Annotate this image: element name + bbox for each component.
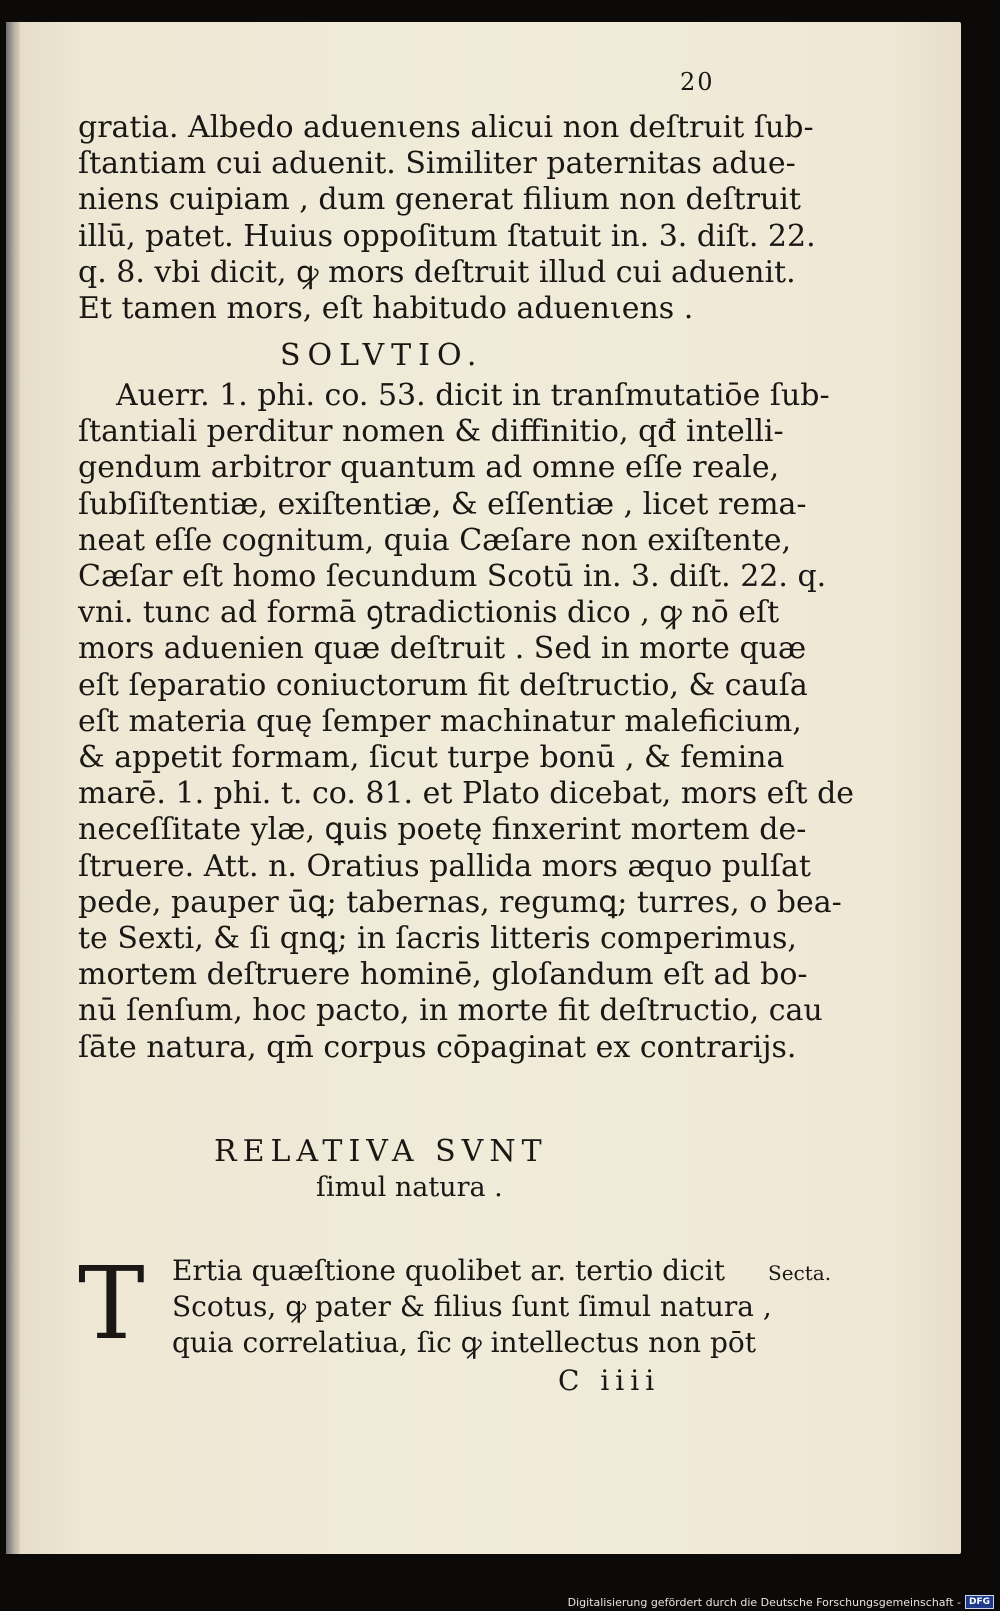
section-heading-solutio: SOLVTIO.: [280, 338, 484, 373]
footer-text: Digitalisierung gefördert durch die Deutsche Forschungsgemeinschaft -: [567, 1595, 961, 1609]
text-line: ſtantiali perditur nomen & diffinitio, qđ intelli-: [78, 414, 784, 450]
text-line: gendum arbitror quantum ad omne eſſe reale,: [78, 450, 780, 486]
paragraph-opening: [78, 110, 816, 327]
text-line: mors aduenien quæ deſtruit . Sed in morte quæ: [78, 631, 807, 667]
text-line: nū ſenſum, hoc pacto, in morte fit deſtructio, cau: [78, 993, 823, 1029]
text-line: eſt materia quę ſemper machinatur maleficium,: [78, 703, 802, 739]
dfg-logo-icon: DFG: [965, 1595, 994, 1609]
section-subheading: ſimul natura .: [316, 1172, 503, 1203]
paragraph-solutio: [78, 378, 855, 1066]
text-line: ſāte natura, qm̄ corpus cōpaginat ex contrarijs.: [78, 1029, 797, 1065]
margin-note: Secta.: [768, 1261, 832, 1285]
text-line: Scotus, ꝙ pater & filius ſunt ſimul natura ,: [172, 1290, 772, 1323]
text-line: marē. 1. phi. t. co. 81. et Plato dicebat, mors eſt de: [78, 776, 855, 812]
text-line: eſt ſeparatio coniuctorum fit deſtructio, & cauſa: [78, 667, 808, 703]
text-line: Cæſar eſt homo ſecundum Scotū in. 3. diſt. 22. q.: [78, 559, 827, 595]
text-line: te Sexti, & ſi qnꝗ; in ſacris litteris comperimus,: [78, 921, 797, 957]
drop-cap-initial: T: [78, 1245, 145, 1362]
text-line: neat eſſe cognitum, quia Cæſare non exiſtente,: [78, 522, 792, 558]
footer-credit: [568, 1595, 994, 1609]
book-spine: [6, 22, 20, 1554]
text-line: mortem deſtruere hominē, gloſandum eſt ad bo-: [78, 957, 808, 993]
text-line: ſtantiam cui aduenit. Similiter paternitas adue-: [78, 146, 796, 182]
text-line: niens cuipiam , dum generat filium non deſtruit: [78, 182, 801, 218]
signature-mark: C iiii: [558, 1364, 661, 1397]
text-line: & appetit formam, ſicut turpe bonū , & femina: [78, 740, 785, 776]
text-line: neceſſitate ylæ, ꝗuis poetę finxerint mortem de-: [78, 812, 807, 848]
text-line: quia correlatiua, ſic ꝙ intellectus non pōt: [172, 1326, 756, 1359]
text-line: vni. tunc ad formā ꝯtradictionis dico , ꝙ nō eſt: [78, 595, 780, 631]
paragraph-tertia: [172, 1253, 772, 1361]
text-line: Auerr. 1. phi. co. 53. dicit in tranſmutatiōe ſub-: [116, 378, 830, 413]
text-line: pede, pauper ūꝗ; tabernas, regumꝗ; turres, o bea-: [78, 884, 842, 920]
text-line: ſubſiſtentiæ, exiſtentiæ, & eſſentiæ , licet rema-: [78, 486, 807, 522]
page-number: 20: [680, 68, 715, 96]
text-line: Ertia quæſtione quolibet ar. tertio dicit: [172, 1254, 725, 1287]
section-heading-relativa: RELATIVA SVNT: [214, 1134, 548, 1169]
text-line: q. 8. vbi dicit, ꝙ mors deſtruit illud cui aduenit.: [78, 254, 796, 290]
text-line: gratia. Albedo aduenιens alicui non deſtruit ſub-: [78, 110, 814, 145]
text-line: Et tamen mors, eſt habitudo aduenιens .: [78, 291, 694, 327]
text-line: ſtruere. Att. n. Oratius pallida mors æquo pulſat: [78, 848, 811, 884]
text-line: illū, patet. Huius oppoſitum ſtatuit in. 3. diſt. 22.: [78, 218, 816, 254]
